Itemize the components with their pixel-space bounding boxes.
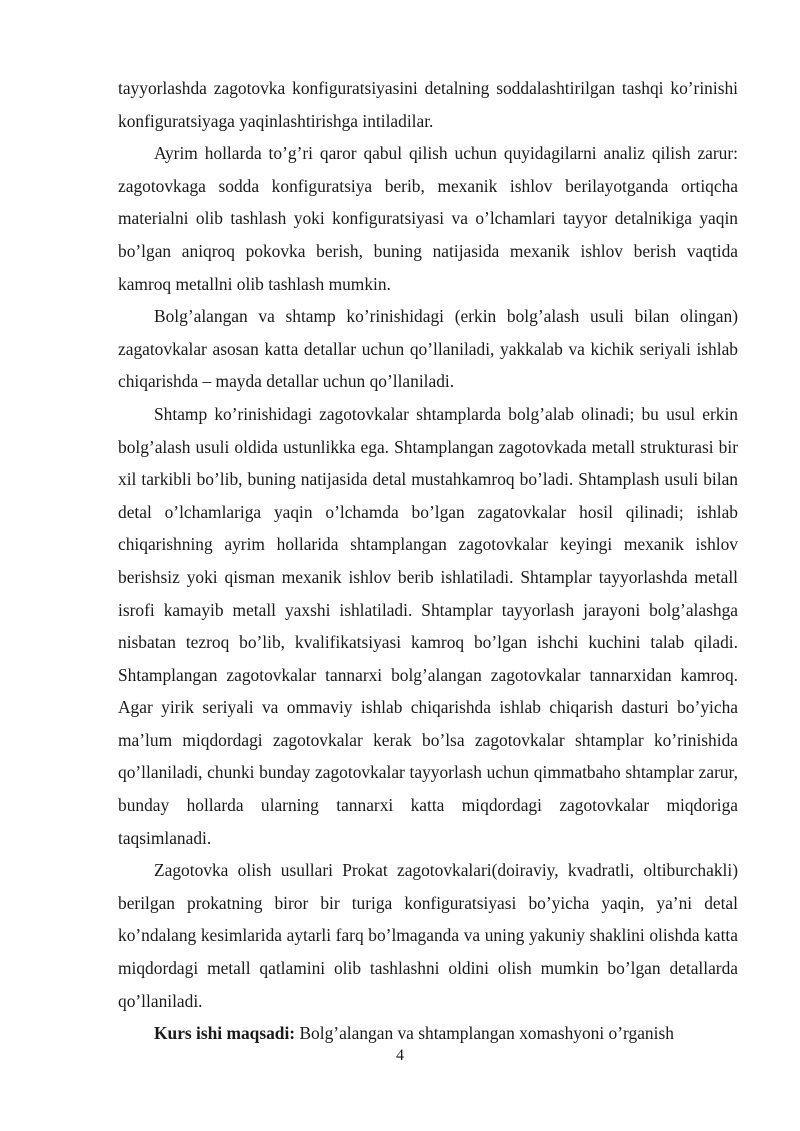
paragraph-5-text: Zagotovka olish usullari Prokat zagotovkalari(doiraviy, kvadratli, oltiburchakli) berilgan prokatning biror bir turiga konfiguratsiyasi bo’yicha yaqin, ya’ni detal ko’ndalang kesimlarida aytarli farq bo’lmaganda va uning yakuniy shaklini olishda katta miqdordagi metall qatlamini olib tashlashni oldini olish mumkin bo’lgan detallarda qo’llaniladi. — [118, 860, 738, 1011]
paragraph-6 — [118, 1017, 738, 1050]
paragraph-4-text: Shtamp ko’rinishidagi zagotovkalar shtamplarda bolg’alab olinadi; bu usul erkin bolg’alash usuli oldida ustunlikka ega. Shtamplangan zagotovkada metall strukturasi bir xil tarkibli bo’lib, buning natijasida detal mustahkamroq bo’ladi. Shtamplash usuli bilan detal o’lchamlariga yaqin o’lchamda bo’lgan zagatovkalar hosil qilinadi; ishlab chiqarishning ayrim hollarida shtamplangan zagotovkalar keyingi mexanik ishlov berishsiz yoki qisman mexanik ishlov berib ishlatiladi. Shtamplar tayyorlashda metall isrofi kamayib metall yaxshi ishlatiladi. Shtamplar tayyorlash jarayoni bolg’alashga nisbatan tezroq bo’lib, kvalifikatsiyasi kamroq bo’lgan ishchi kuchini talab qiladi. Shtamplangan zagotovkalar tannarxi bolg’alangan zagotovkalar tannarxidan kamroq. Agar yirik seriyali va ommaviy ishlab chiqarishda ishlab chiqarish dasturi bo’yicha ma’lum miqdordagi zagotovkalar kerak bo’lsa zagotovkalar shtamplar ko’rinishida qo’llaniladi, chunki bunday zagotovkalar tayyorlash uchun qimmatbaho shtamplar zarur, bunday hollarda ularning tannarxi katta miqdordagi zagotovkalar miqdoriga taqsimlanadi. — [118, 403, 738, 848]
document-body — [118, 72, 738, 1050]
page-number: 4 — [396, 1047, 404, 1064]
paragraph-6-lead: Kurs ishi maqsadi: — [154, 1023, 296, 1044]
paragraph-5 — [118, 854, 738, 1017]
paragraph-3-text: Bolg’alangan va shtamp ko’rinishidagi (erkin bolg’alash usuli bilan olingan) zagatovkalar asosan katta detallar uchun qo’llaniladi, yakkalab va kichik seriyali ishlab chiqarishda – mayda detallar uchun qo’llaniladi. — [118, 306, 738, 392]
paragraph-3 — [118, 300, 738, 398]
paragraph-1 — [118, 72, 738, 137]
paragraph-1-text: tayyorlashda zagotovka konfiguratsiyasini detalning soddalashtirilgan tashqi ko’rinishi konfiguratsiyaga yaqinlashtirishga intiladilar. — [118, 78, 738, 131]
paragraph-2-text: Ayrim hollarda to’g’ri qaror qabul qilish uchun quyidagilarni analiz qilish zarur: zagotovkaga sodda konfiguratsiya berib, mexanik ishlov berilayotganda ortiqcha materialni olib tashlash yoki konfiguratsiyasi va o’lchamlari tayyor detalnikiga yaqin bo’lgan aniqroq pokovka berish, buning natijasida mexanik ishlov berish vaqtida kamroq metallni olib tashlash mumkin. — [118, 143, 738, 294]
paragraph-6-text: Bolg’alangan va shtamplangan xomashyoni o’rganish — [295, 1023, 674, 1044]
paragraph-4 — [118, 398, 738, 854]
paragraph-2 — [118, 137, 738, 300]
